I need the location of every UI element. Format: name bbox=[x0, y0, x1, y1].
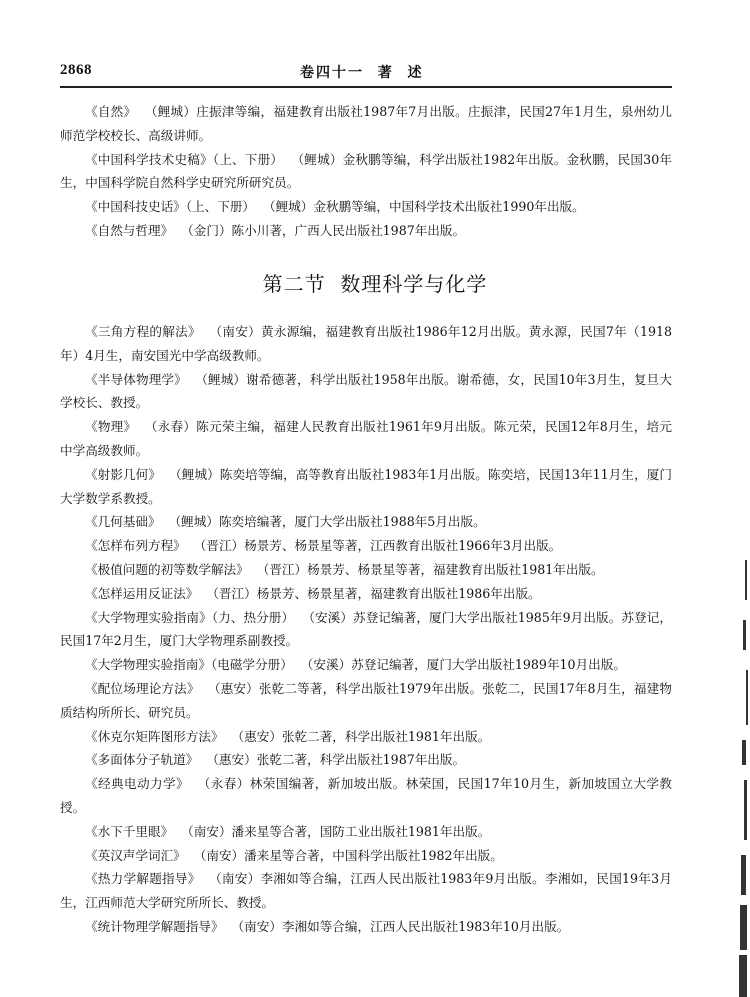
entries-main bbox=[60, 320, 672, 939]
bibliography-entry: 《自然与哲理》 （金门）陈小川著，广西人民出版社1987年出版。 bbox=[85, 222, 466, 238]
entries-top bbox=[60, 100, 672, 243]
section-title: 第二节 数理科学与化学 bbox=[262, 272, 488, 296]
bibliography-entry: 《怎样运用反证法》 （晋江）杨景芳、杨景星著，福建教育出版社1986年出版。 bbox=[85, 585, 541, 601]
bibliography-entry: 《三角方程的解法》 （南安）黄永源编，福建教育出版社1986年12月出版。黄永源，民国7年（1918年）4月生，南安国光中学高级教师。 bbox=[60, 324, 672, 363]
bibliography-entry: 《中国科技史话》（上、下册） （鲤城）金秋鹏等编，中国科学技术出版社1990年出版。 bbox=[85, 199, 585, 215]
bibliography-entry: 《热力学解题指导》 （南安）李湘如等合编，江西人民出版社1983年9月出版。李湘如，民国19年3月生，江西师范大学研究所所长、教授。 bbox=[60, 871, 672, 911]
scan-edge-artifact bbox=[736, 560, 750, 997]
bibliography-entry: 《统计物理学解题指导》 （南安）李湘如等合编，江西人民出版社1983年10月出版。 bbox=[85, 918, 570, 934]
bibliography-entry: 《中国科学技术史稿》（上、下册） （鲤城）金秋鹏等编，科学出版社1982年出版。金秋鹏，民国30年生，中国科学院自然科学史研究所研究员。 bbox=[60, 151, 672, 191]
bibliography-entry: 《休克尔矩阵图形方法》 （惠安）张乾二著，科学出版社1981年出版。 bbox=[85, 728, 491, 744]
bibliography-entry: 《怎样布列方程》 （晋江）杨景芳、杨景星等著，江西教育出版社1966年3月出版。 bbox=[85, 538, 562, 554]
bibliography-entry: 《自然》 （鲤城）庄振津等编，福建教育出版社1987年7月出版。庄振津，民国27年1月生，泉州幼儿师范学校校长、高级讲师。 bbox=[60, 104, 672, 143]
bibliography-entry: 《水下千里眼》 （南安）潘来星等合著，国防工业出版社1981年出版。 bbox=[85, 823, 491, 839]
bibliography-entry: 《多面体分子轨道》 （惠安）张乾二著，科学出版社1987年出版。 bbox=[85, 752, 466, 768]
page-number: 2868 bbox=[60, 62, 92, 78]
bibliography-entry: 《几何基础》 （鲤城）陈奕培编著，厦门大学出版社1988年5月出版。 bbox=[85, 514, 486, 530]
bibliography-entry: 《大学物理实验指南》（力、热分册） （安溪）苏登记编著，厦门大学出版社1985年9月出版。苏登记，民国17年2月生，厦门大学物理系副教授。 bbox=[60, 609, 672, 649]
bibliography-entry: 《物理》 （永春）陈元荣主编，福建人民教育出版社1961年9月出版。陈元荣，民国12年8月生，培元中学高级教师。 bbox=[60, 419, 672, 458]
bibliography-entry: 《半导体物理学》 （鲤城）谢希德著，科学出版社1958年出版。谢希德，女，民国10年3月生，复旦大学校长、教授。 bbox=[60, 371, 672, 411]
bibliography-entry: 《经典电动力学》 （永春）林荣国编著，新加坡出版。林荣国，民国17年10月生，新加坡国立大学教授。 bbox=[60, 776, 672, 815]
bibliography-entry: 《射影几何》 （鲤城）陈奕培等编，高等教育出版社1983年1月出版。陈奕培，民国13年11月生，厦门大学数学系教授。 bbox=[60, 466, 672, 506]
bibliography-entry: 《极值问题的初等数学解法》 （晋江）杨景芳、杨景星等著，福建教育出版社1981年出版。 bbox=[85, 561, 604, 577]
running-head: 卷四十一 著 述 bbox=[300, 65, 424, 81]
header-rule bbox=[60, 86, 672, 88]
bibliography-entry: 《配位场理论方法》 （惠安）张乾二等著，科学出版社1979年出版。张乾二，民国17年8月生，福建物质结构所所长、研究员。 bbox=[60, 680, 672, 720]
bibliography-entry: 《大学物理实验指南》（电磁学分册） （安溪）苏登记编著，厦门大学出版社1989年10月出版。 bbox=[85, 657, 626, 673]
page-header bbox=[60, 58, 672, 84]
bibliography-entry: 《英汉声学词汇》 （南安）潘来星等合著，中国科学出版社1982年出版。 bbox=[85, 847, 503, 863]
